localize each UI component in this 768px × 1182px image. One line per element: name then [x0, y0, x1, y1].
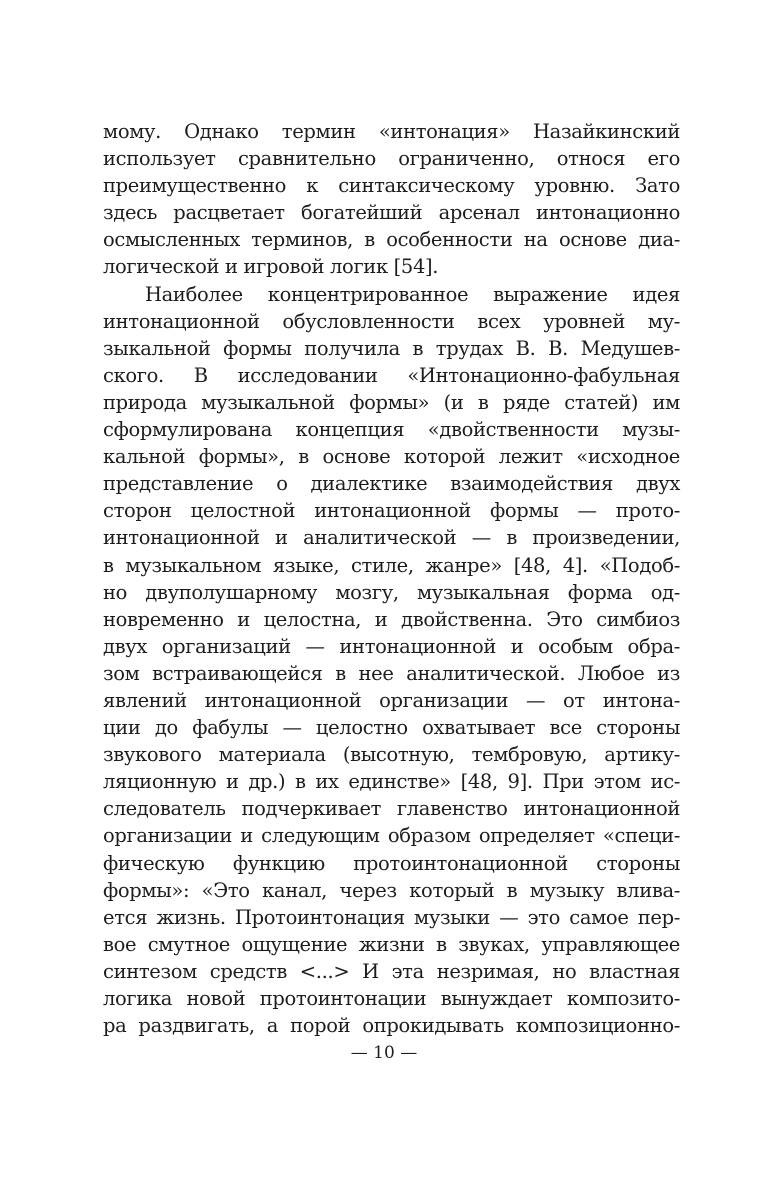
text-line: кальной формы», в основе которой лежит «исходное: [103, 445, 680, 469]
text-line: логика новой протоинтонации вынуждает композито-: [103, 987, 680, 1010]
text-line: организации и следующим образом определяет «специ-: [103, 824, 680, 848]
text-line: фическую функцию протоинтонационной стороны: [103, 851, 680, 875]
text-line: осмысленных терминов, в особенности на основе диа-: [103, 228, 680, 252]
text-line: в музыкальном языке, стиле, жанре» [48, 4]. «Подоб-: [103, 553, 680, 577]
text-line: логической и игровой логик [54].: [103, 255, 439, 279]
text-line: Наиболее концентрированное выражение идея: [145, 282, 680, 306]
text-line: мому. Однако термин «интонация» Назайкинский: [103, 120, 680, 143]
text-line: двух организаций — интонационной и особым обра-: [103, 634, 680, 658]
text-line: синтезом средств <...> И эта незримая, но властная: [103, 959, 680, 983]
text-line: ляционную и др.) в их единстве» [48, 9]. При этом ис-: [103, 770, 680, 794]
text-line: вое смутное ощущение жизни в звуках, управляющее: [103, 932, 680, 956]
text-line: звукового материала (высотную, тембровую, артику-: [103, 743, 680, 767]
text-line: сторон целостной интонационной формы — прото-: [103, 499, 680, 523]
text-line: преимущественно к синтаксическому уровню. Зато: [103, 174, 680, 198]
text-line: формы»: «Это канал, через который в музыку влива-: [103, 878, 680, 902]
text-line: ского. В исследовании «Интонационно-фабульная: [103, 363, 680, 387]
text-line: явлений интонационной организации — от интона-: [103, 688, 680, 712]
text-line: использует сравнительно ограниченно, относя его: [103, 147, 680, 171]
text-line: зыкальной формы получила в трудах В. В. Медушев-: [103, 336, 680, 360]
text-line: ра раздвигать, а порой опрокидывать композиционно-: [103, 1014, 680, 1038]
text-line: интонационной обусловленности всех уровней му-: [103, 309, 680, 333]
text-line: сформулирована концепция «двойственности музы-: [103, 418, 680, 442]
text-line: природа музыкальной формы» (и в ряде статей) им: [103, 390, 680, 414]
text-line: ции до фабулы — целостно охватывает все стороны: [103, 716, 680, 740]
text-line: ется жизнь. Протоинтонация музыки — это самое пер-: [103, 905, 680, 929]
text-line: новременно и целостна, и двойственна. Это симбиоз: [103, 607, 680, 631]
text-line: представление о диалектике взаимодействия двух: [103, 472, 680, 496]
text-line: зом встраивающейся в нее аналитической. Любое из: [103, 661, 680, 685]
page-number: — 10 —: [350, 1043, 418, 1063]
body-text: [103, 118, 680, 1039]
text-line: интонационной и аналитической — в произведении,: [103, 526, 680, 550]
text-line: здесь расцветает богатейший арсенал интонационно: [103, 201, 680, 225]
text-line: следователь подчеркивает главенство интонационной: [103, 797, 680, 821]
text-line: но двуполушарному мозгу, музыкальная форма од-: [103, 580, 680, 604]
